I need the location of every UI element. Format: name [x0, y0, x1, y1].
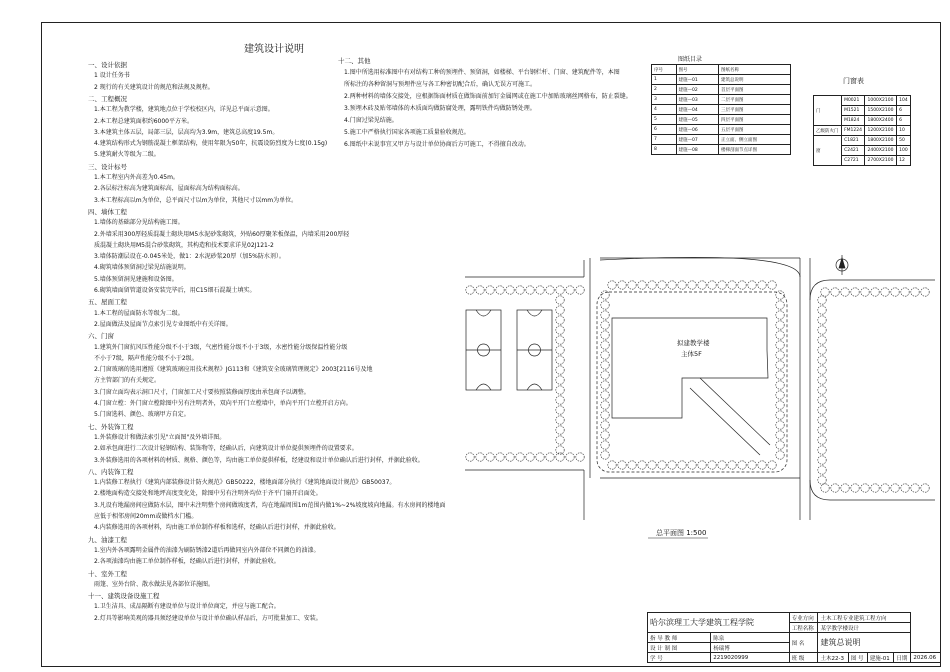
tree-icon — [728, 461, 736, 469]
note-line: 2.两种材料的墙体交接处，应根据饰面材质在做饰面前加钉金属网或在施工中加贴玻璃丝网格布，防止裂缝。 — [344, 93, 632, 100]
drawing-list-cell: 楼梯剖面节点详图 — [719, 145, 791, 155]
tree-icon — [556, 326, 564, 334]
door-window-cell: 10 — [897, 126, 911, 136]
tree-icon — [486, 453, 494, 461]
drawing-list-cell: 二层平面图 — [719, 95, 791, 105]
drawing-list-cell: 建施—06 — [676, 125, 719, 135]
tree-icon — [628, 281, 636, 289]
tree-icon — [608, 461, 616, 469]
tree-icon — [486, 286, 494, 294]
tree-icon — [658, 461, 666, 469]
tree-icon — [668, 461, 676, 469]
section-heading: 八、内装饰工程 — [88, 467, 134, 476]
drawing-list-cell: 首层平面图 — [719, 85, 791, 95]
tree-icon — [658, 281, 666, 289]
tree-icon — [556, 386, 564, 394]
tree-icon — [476, 453, 484, 461]
tree-icon — [618, 281, 626, 289]
note-line: 1.本工程为教学楼，建筑地点位于学校校区内，详见总平面示意图。 — [94, 106, 274, 114]
door-window-cell: 12 — [897, 156, 911, 166]
note-line: 5.建筑耐火等级为二级。 — [94, 151, 160, 159]
tree-icon — [776, 361, 784, 369]
tree-icon — [698, 461, 706, 469]
door-window-cell: 100 — [897, 146, 911, 156]
site-plan-caption: 总平面图 1:500 — [656, 529, 707, 537]
tree-icon — [821, 288, 829, 296]
door-window-cell: M1521 — [842, 106, 865, 116]
tree-icon — [556, 376, 564, 384]
door-window-cell: C2721 — [842, 156, 865, 166]
tree-icon — [698, 281, 706, 289]
note-line: 方主管部门的有关规定。 — [94, 377, 161, 385]
tree-icon — [556, 286, 564, 294]
tree-icon — [601, 431, 609, 439]
tree-icon — [776, 401, 784, 409]
door-window-cell: 2400X2100 — [865, 146, 897, 156]
tree-icon — [818, 456, 826, 464]
tree-icon — [818, 426, 826, 434]
tree-icon — [576, 286, 584, 294]
door-window-group: 乙级防火门 — [814, 126, 842, 136]
tree-icon — [496, 286, 504, 294]
note-line: 4.门窗立樘：外门窗立樘除图中另有注明者外，双向平开门立樘墙中，单向平开门立樘开启方向。 — [94, 400, 352, 407]
drawing-list-cell: 1 — [652, 75, 677, 85]
tree-icon — [818, 346, 826, 354]
section-heading: 六、门窗 — [88, 332, 114, 341]
door-window-cell: C2421 — [842, 146, 865, 156]
tree-icon — [776, 371, 784, 379]
drawing-list-header: 图纸名称 — [719, 65, 791, 75]
designer-value: 杨瑞博 — [711, 643, 789, 653]
tree-icon — [648, 461, 656, 469]
tree-icon — [601, 401, 609, 409]
drawing-list-cell: 建施—04 — [676, 105, 719, 115]
tree-icon — [891, 484, 899, 492]
door-window-cell: M0021 — [842, 96, 865, 106]
tree-icon — [668, 281, 676, 289]
tree-icon — [506, 286, 514, 294]
tree-icon — [911, 484, 919, 492]
tree-icon — [556, 306, 564, 314]
tree-icon — [776, 301, 784, 309]
drawing-no-value: 建施-01 — [867, 653, 894, 663]
drawing-list-header: 图号 — [676, 65, 719, 75]
drawing-list-cell: 建施—08 — [676, 145, 719, 155]
section-heading: 十一、建筑设备设施工程 — [88, 592, 160, 601]
building-floors-label: 主体5F — [681, 350, 702, 358]
tree-icon — [818, 306, 826, 314]
door-window-cell: 50 — [897, 136, 911, 146]
note-line: 2.灯具等影响美观的器具须经建设单位与设计单位确认样品后，方可批量加工、安装。 — [94, 614, 322, 622]
tree-icon — [556, 296, 564, 304]
tree-icon — [818, 316, 826, 324]
school-name: 哈尔滨理工大学建筑工程学院 — [648, 613, 790, 633]
note-line: 所标注的各种留洞与预埋件应与各工种密切配合后，确认无误方可施工。 — [344, 81, 537, 88]
tree-icon — [851, 288, 859, 296]
tree-icon — [678, 461, 686, 469]
note-line: 1.外装修设计和做法索引见"立面图"及外墙详图。 — [94, 433, 226, 441]
tree-icon — [601, 391, 609, 399]
tree-icon — [818, 336, 826, 344]
tree-icon — [861, 288, 869, 296]
tree-icon — [818, 296, 826, 304]
tree-icon — [556, 446, 564, 454]
tree-icon — [921, 484, 929, 492]
drawing-list-cell: 五层平面图 — [719, 125, 791, 135]
major-label: 专业方向 — [789, 613, 818, 623]
door-window-cell: 1500X2100 — [865, 106, 897, 116]
note-line: 3.本工程标高以m为单位，总平面尺寸以m为单位，其他尺寸以mm为单位。 — [94, 196, 298, 204]
door-window-cell: 1200X2100 — [865, 126, 897, 136]
tree-icon — [601, 421, 609, 429]
note-line: 3.门窗立面均表示洞口尺寸，门窗加工尺寸要按照装修面厚度由承包商予以调整。 — [94, 388, 310, 396]
note-line: 4.建筑结构形式为钢筋混凝土框架结构，使用年限为50年，抗震设防烈度为七度(0.15g) — [94, 140, 328, 148]
tree-icon — [818, 396, 826, 404]
tree-icon — [566, 286, 574, 294]
tree-icon — [861, 484, 869, 492]
section-heading: 三、设计标号 — [88, 162, 127, 171]
note-line: 2.各项油漆均由施工单位制作样板，经确认后进行封样，并据此验收。 — [94, 558, 280, 566]
drawing-list-header: 序号 — [652, 65, 677, 75]
drawing-list-cell: 正立面、侧立面图 — [719, 135, 791, 145]
tree-icon — [758, 281, 766, 289]
tree-icon — [556, 426, 564, 434]
drawing-list-cell: 建施—01 — [676, 75, 719, 85]
note-line: 4.门窗过梁见结施。 — [344, 117, 398, 124]
tree-icon — [566, 453, 574, 461]
door-window-cell: FM1224 — [842, 126, 865, 136]
note-line: 5.门窗选料、颜色、玻璃甲方自定。 — [94, 411, 190, 419]
tree-icon — [776, 441, 784, 449]
note-line: 2.屋面做法及屋面节点索引见专业图纸中有关详图。 — [94, 320, 232, 328]
tree-icon — [601, 311, 609, 319]
tree-icon — [728, 281, 736, 289]
drawing-list-cell: 8 — [652, 145, 677, 155]
tree-icon — [688, 281, 696, 289]
note-line: 雨篷、室外台阶、散水做法见各部位详施图。 — [94, 580, 215, 588]
door-window-cell: 104 — [897, 96, 911, 106]
tree-icon — [601, 331, 609, 339]
tree-icon — [601, 341, 609, 349]
tree-icon — [546, 286, 554, 294]
student-id-label: 学 号 — [648, 653, 711, 663]
note-line: 3.凡设有地漏房间应做防水层，图中未注明整个房间做坡度者，均在地漏周围1m范围内做1%~2%坡度坡向地漏。有水房间的楼地面 — [94, 501, 446, 509]
drawing-name-label: 图 名 — [789, 633, 818, 653]
drawing-list-cell: 3 — [652, 95, 677, 105]
door-window-cell: 1800X2100 — [865, 136, 897, 146]
tree-icon — [818, 406, 826, 414]
tree-icon — [556, 316, 564, 324]
drawing-list-cell: 四层平面图 — [719, 115, 791, 125]
designer-label: 设 计 制 图 — [648, 643, 711, 653]
tree-icon — [768, 281, 776, 289]
note-line: 2.门窗玻璃的选用遵照《建筑玻璃应用技术规程》JG113和《建筑安全玻璃管理规定》2003[2116号及地 — [94, 366, 373, 374]
tree-icon — [608, 281, 616, 289]
tree-icon — [818, 476, 826, 484]
drawing-list-cell: 建施—03 — [676, 95, 719, 105]
tree-icon — [466, 453, 474, 461]
tree-icon — [648, 281, 656, 289]
tree-icon — [708, 461, 716, 469]
tree-icon — [901, 288, 909, 296]
note-line: 1.室内外各项露明金属件的油漆为刷防锈漆2道后再做同室内外部位不同颜色的油漆。 — [94, 546, 320, 554]
section-heading: 七、外装饰工程 — [88, 422, 134, 431]
tree-icon — [818, 446, 826, 454]
note-line: 5.墙体预留洞见建施和设备图。 — [94, 275, 178, 283]
tree-icon — [841, 484, 849, 492]
tree-icon — [526, 286, 534, 294]
note-line: 6.砌筑墙面留管道设备安装完毕后，用C15细石混凝土填实。 — [94, 287, 256, 294]
tree-icon — [466, 286, 474, 294]
tree-icon — [818, 436, 826, 444]
tree-icon — [638, 281, 646, 289]
tree-icon — [831, 288, 839, 296]
major-value: 土木工程专业建筑工程方向 — [818, 613, 911, 623]
tree-icon — [708, 281, 716, 289]
tree-icon — [718, 281, 726, 289]
drawing-list-cell: 三层平面图 — [719, 105, 791, 115]
tree-icon — [748, 281, 756, 289]
tree-icon — [536, 453, 544, 461]
tree-icon — [556, 346, 564, 354]
tree-icon — [776, 411, 784, 419]
tree-icon — [748, 461, 756, 469]
building-label: 拟建教学楼 — [677, 339, 710, 347]
tree-icon — [831, 484, 839, 492]
notes-title: 建筑设计说明 — [244, 44, 304, 55]
tree-icon — [921, 288, 929, 296]
note-line: 3.外装修选用的各项材料的材质、规格、颜色等，均由施工单位提供样板，经建设和设计单位确认后进行封样，并据此验收。 — [94, 456, 424, 464]
tree-icon — [818, 466, 826, 474]
tree-icon — [601, 441, 609, 449]
tree-icon — [718, 461, 726, 469]
tree-icon — [601, 451, 609, 459]
tree-icon — [776, 291, 784, 299]
class-label: 班 级 — [789, 653, 818, 663]
tree-icon — [556, 406, 564, 414]
tree-icon — [526, 453, 534, 461]
teacher-label: 指 导 教 师 — [648, 633, 711, 643]
section-heading: 九、油漆工程 — [88, 535, 127, 544]
tree-icon — [601, 381, 609, 389]
note-line: 1.墙体的基础部分见结构施工图。 — [94, 219, 184, 227]
note-line: 1.卫生洁具、成品隔断有建设单位与设计单位商定，并应与施工配合。 — [94, 603, 280, 611]
tree-icon — [776, 381, 784, 389]
tree-icon — [871, 484, 879, 492]
drawing-list-cell: 6 — [652, 125, 677, 135]
note-line: 1.内装修工程执行《建筑内部装修设计防火规范》GB50222，楼地面部分执行《建筑地面设计规范》GB50037。 — [94, 479, 396, 487]
tree-icon — [776, 341, 784, 349]
drawing-name-value: 建筑总说明 — [818, 633, 911, 653]
tree-icon — [768, 461, 776, 469]
door-window-cell: 2700X2100 — [865, 156, 897, 166]
door-window-cell: 6 — [897, 106, 911, 116]
note-line: 1 设计任务书 — [94, 72, 130, 80]
project-label: 工程名称 — [789, 623, 818, 633]
note-line: 2.各层标注标高为建筑面标高，屋面标高为结构面标高。 — [94, 185, 244, 193]
note-line: 3.墙体防潮层设在-0.045米处，做1：2水泥砂浆20厚（加5%防水剂）。 — [94, 253, 285, 261]
drawing-list-cell: 建施—02 — [676, 85, 719, 95]
tree-icon — [536, 286, 544, 294]
tree-icon — [638, 461, 646, 469]
tree-icon — [881, 484, 889, 492]
drawing-list-cell: 2 — [652, 85, 677, 95]
tree-icon — [776, 331, 784, 339]
tree-icon — [818, 386, 826, 394]
tree-icon — [851, 484, 859, 492]
tree-icon — [776, 421, 784, 429]
tree-icon — [891, 288, 899, 296]
note-line: 2.本工程总建筑面积约6000平方米。 — [94, 117, 193, 125]
drawing-list-cell: 5 — [652, 115, 677, 125]
tree-icon — [576, 453, 584, 461]
tree-icon — [871, 288, 879, 296]
date-label: 日期 — [894, 653, 911, 663]
tree-icon — [628, 461, 636, 469]
section-heading: 十二、其他 — [338, 57, 371, 65]
tree-icon — [776, 451, 784, 459]
note-line: 2.楼地面构造交接处和地坪高度变化处，除图中另有注明外均位于齐平门扇开启面处。 — [94, 490, 322, 498]
note-line: 1.本工程室内外高差为0.45m。 — [94, 174, 179, 181]
note-line: 1.本工程的屋面防水等级为二级。 — [94, 309, 184, 317]
note-line: 质混凝土砌块用M5混合砂浆砌筑，其构造和技术要求详见02J121-2 — [94, 241, 274, 249]
tree-icon — [601, 321, 609, 329]
tree-icon — [601, 361, 609, 369]
tree-icon — [901, 484, 909, 492]
door-window-cell: C1821 — [842, 136, 865, 146]
tree-icon — [556, 396, 564, 404]
drawing-no-label: 图 号 — [848, 653, 867, 663]
title-block — [647, 612, 941, 663]
tree-icon — [818, 326, 826, 334]
door-window-group: 门 — [814, 96, 842, 126]
note-line: 应低于相邻房间20mm或做档水门槛。 — [94, 513, 198, 520]
drawing-list-cell: 建施—07 — [676, 135, 719, 145]
tree-icon — [556, 336, 564, 344]
tree-icon — [546, 453, 554, 461]
note-line: 2 现行的有关建筑设计的规范和法规及规程。 — [94, 83, 214, 91]
tree-icon — [776, 431, 784, 439]
tree-icon — [738, 281, 746, 289]
tree-icon — [516, 453, 524, 461]
tree-icon — [818, 366, 826, 374]
tree-icon — [688, 461, 696, 469]
drawing-list-cell: 7 — [652, 135, 677, 145]
section-heading: 一、设计依据 — [88, 61, 127, 69]
tree-icon — [776, 321, 784, 329]
tree-icon — [556, 366, 564, 374]
tree-icon — [776, 351, 784, 359]
tree-icon — [818, 356, 826, 364]
tree-icon — [516, 286, 524, 294]
section-heading: 四、墙体工程 — [88, 207, 127, 216]
note-line: 5.施工中严格执行国家各项施工质量验收规范。 — [344, 129, 470, 136]
drawing-list-cell: 建筑总说明 — [719, 75, 791, 85]
note-line: 2.如承包商进行二次设计轻钢结构、装饰物等，经确认后，向建筑设计单位提供预埋件的设置要求。 — [94, 445, 358, 453]
teacher-value: 陈泉 — [711, 633, 789, 643]
note-line: 4.砌筑墙体预留洞过梁见结施说明。 — [94, 264, 190, 272]
tree-icon — [601, 291, 609, 299]
tree-icon — [821, 484, 829, 492]
tree-icon — [556, 416, 564, 424]
drawing-list-cell: 建施—05 — [676, 115, 719, 125]
door-window-cell: 1000X2100 — [865, 96, 897, 106]
tree-icon — [601, 371, 609, 379]
tree-icon — [556, 436, 564, 444]
door-window-cell: 1800X2400 — [865, 116, 897, 126]
tree-icon — [618, 461, 626, 469]
note-line: 4.内装修选用的各项材料，均由施工单位制作样板和选样，经确认后进行封样，并据此验收。 — [94, 524, 340, 532]
student-id-value: 2219020999 — [711, 653, 789, 663]
tree-icon — [601, 351, 609, 359]
tree-icon — [678, 281, 686, 289]
door-window-group: 窗 — [814, 136, 842, 166]
project-value: 某学教学楼设计 — [818, 623, 911, 633]
tree-icon — [601, 301, 609, 309]
tree-icon — [881, 288, 889, 296]
note-line: 2.外墙采用300厚轻质混凝土砌块用M5水泥砂浆砌筑，外贴60厚聚苯板保温，内墙采用200厚轻 — [94, 230, 350, 238]
note-line: 6.图纸中未说事宜又甲方与设计单位协商后方可施工，不得擅自改动。 — [344, 141, 530, 148]
tree-icon — [818, 416, 826, 424]
note-line: 3.预埋木砖及贴邻墙体的木质面均做防腐处理，露明铁件均做防锈处理。 — [344, 105, 536, 112]
tree-icon — [506, 453, 514, 461]
note-line: 不小于7级，隔声性能分级不小于2级。 — [94, 354, 198, 362]
door-window-cell: 6 — [897, 116, 911, 126]
tree-icon — [496, 453, 504, 461]
class-value: 土木22-3 — [818, 653, 848, 663]
tree-icon — [738, 461, 746, 469]
note-line: 1.建筑外门窗抗风压性能分级不小于3级，气密性能分级不小于3级，水密性能分级保温性能分级 — [94, 343, 348, 351]
tree-icon — [776, 311, 784, 319]
tree-icon — [758, 461, 766, 469]
section-heading: 二、工程概况 — [88, 94, 127, 103]
date-value: 2026.06 — [911, 653, 941, 663]
note-line: 3.本建筑主体五层，局部三层，层高均为3.9m，建筑总高度19.5m。 — [94, 128, 279, 136]
drawing-list-title: 图纸目录 — [678, 56, 703, 63]
tree-icon — [818, 376, 826, 384]
tree-icon — [776, 391, 784, 399]
note-line: 1.图中所选用标准图中有对结构工种的预埋件、预留洞，如楼梯、平台钢栏杆、门窗、建筑配件等，本图 — [344, 69, 620, 76]
tree-icon — [911, 288, 919, 296]
section-heading: 五、屋面工程 — [88, 298, 127, 307]
tree-icon — [556, 356, 564, 364]
tree-icon — [476, 286, 484, 294]
section-heading: 十、室外工程 — [88, 569, 127, 578]
door-window-cell: M1824 — [842, 116, 865, 126]
drawing-list-cell: 4 — [652, 105, 677, 115]
tree-icon — [601, 411, 609, 419]
tree-icon — [841, 288, 849, 296]
door-window-title: 门窗表 — [843, 77, 864, 85]
